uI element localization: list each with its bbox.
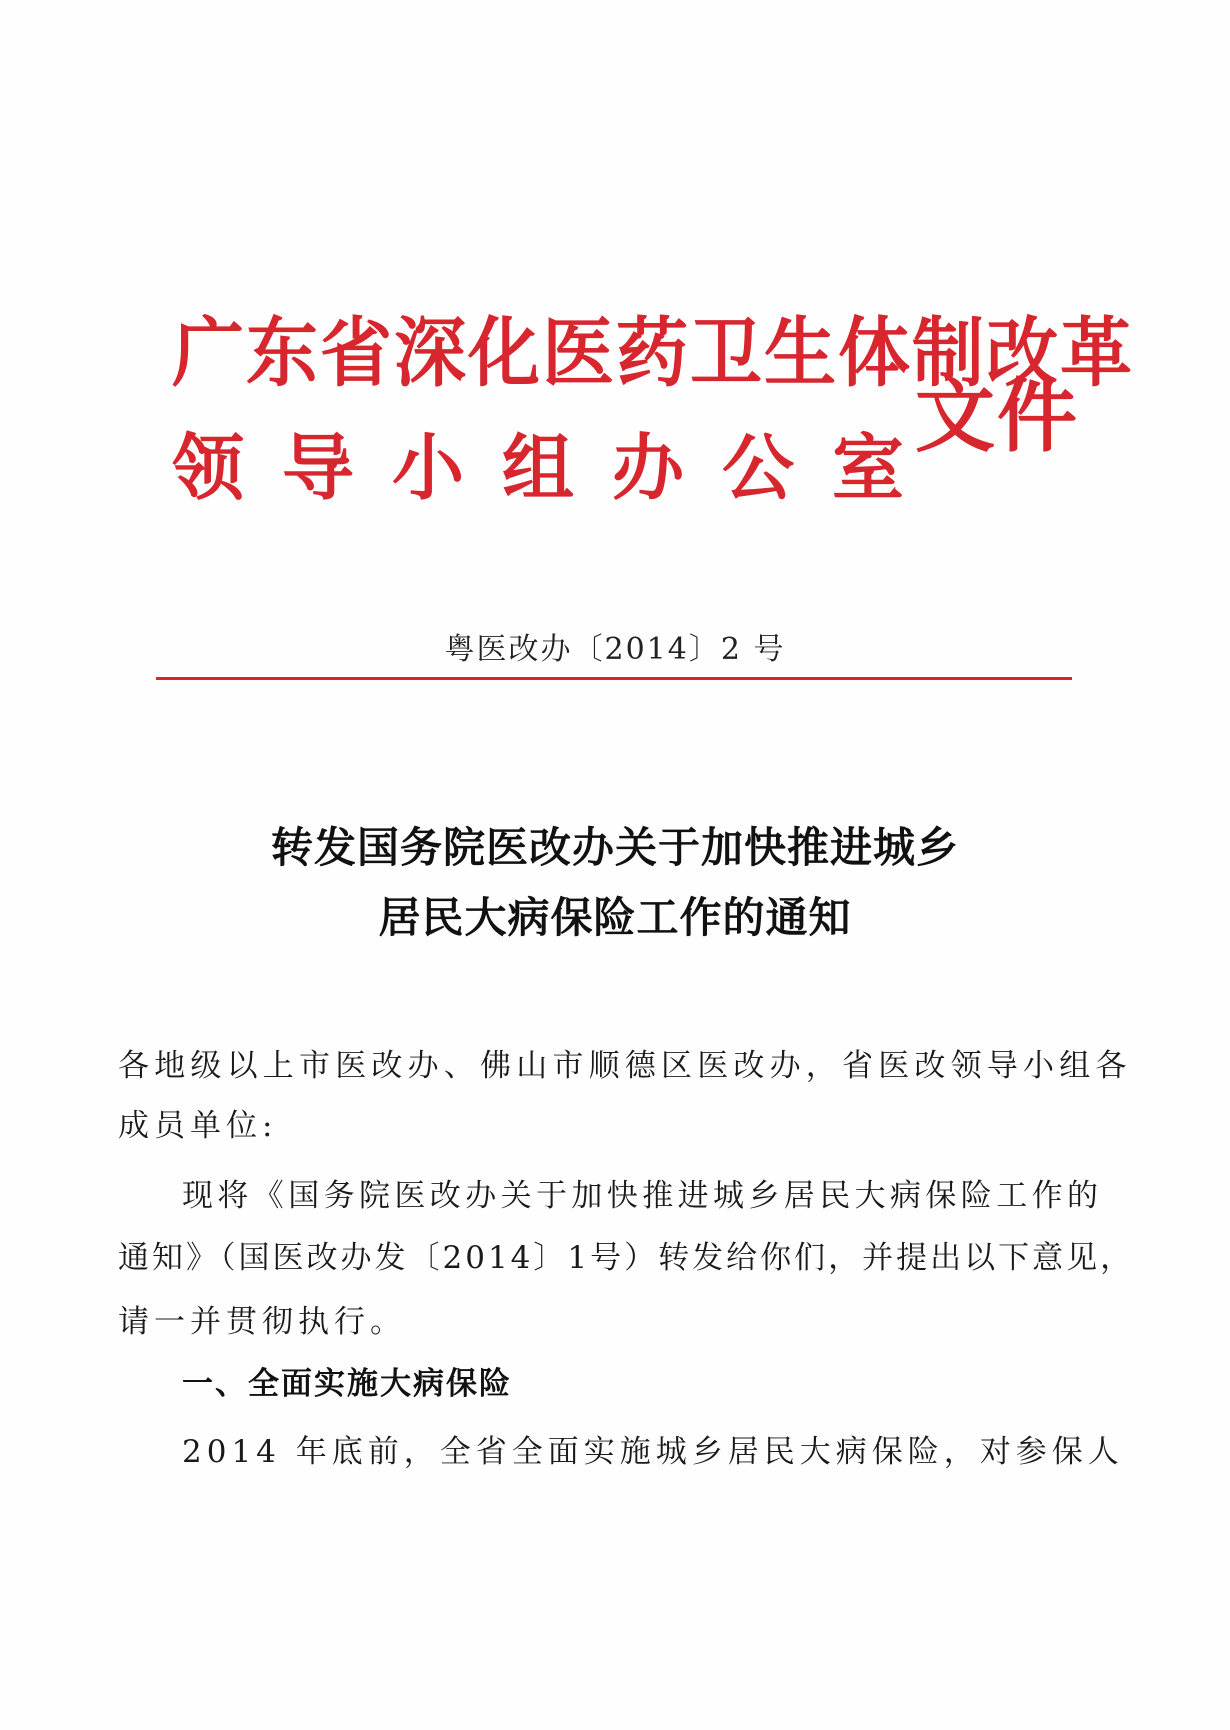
recipients-line-2: 成员单位: (118, 1108, 278, 1144)
letterhead-document-label: 文件 (915, 370, 1079, 463)
paragraph-1-line-2: 通知》（国医改办发〔2014〕1号）转发给你们，并提出以下意见， (118, 1240, 1135, 1276)
section-1-heading: 一、全面实施大病保险 (182, 1366, 512, 1402)
document-title-line-1: 转发国务院医改办关于加快推进城乡 (270, 823, 959, 872)
red-separator-rule (156, 677, 1072, 680)
letterhead-issuer-line-1: 广东省深化医药卫生体制改革 (172, 308, 1135, 397)
paragraph-1-line-3: 请一并贯彻执行。 (118, 1304, 406, 1340)
paragraph-2-line-1: 2014 年底前，全省全面实施城乡居民大病保险，对参保人 (182, 1434, 1124, 1470)
document-title-line-2: 居民大病保险工作的通知 (378, 893, 852, 942)
recipients-line-1: 各地级以上市医改办、佛山市顺德区医改办，省医改领导小组各 (118, 1048, 1132, 1084)
paragraph-1-line-1: 现将《国务院医改办关于加快推进城乡居民大病保险工作的 (182, 1178, 1103, 1214)
letterhead-issuer-line-2: 领导小组办公室 (172, 426, 943, 510)
document-number: 粤医改办〔2014〕2 号 (444, 632, 786, 667)
